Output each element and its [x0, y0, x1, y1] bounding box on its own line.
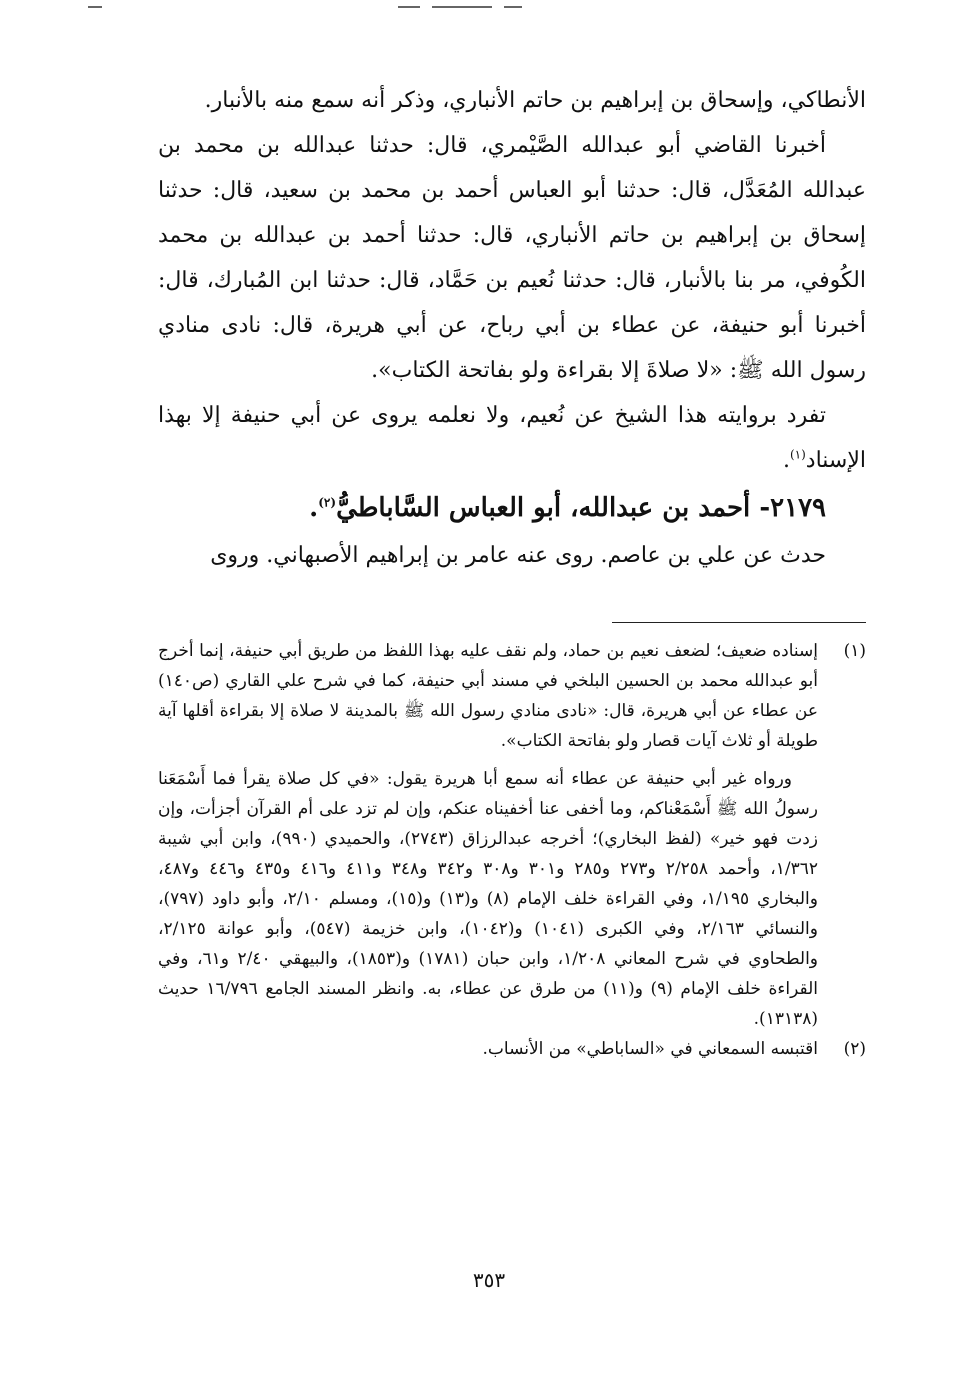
footnote-text-continued: ورواه غير أبي حنيفة عن عطاء أنه سمع أبا هريرة يقول: «في كل صلاة يقرأ فما أَسْمَعَنا رسولُ الله ﷺ أَسْمَعْناكم، وما أخفى عنا أخفيناه عنكم، وإن لم تزد على أم القرآن أجزأت، وإن زدت فهو خير» (لفظ البخاري)؛ أخرجه عبدالرزاق (٢٧٤٣)، والحميدي (٩٩٠)، وابن أبي شيبة ١/٣٦٢، وأحمد ٢/٢٥٨ و٢٧٣ و٢٨٥ و٣٠١ و٣٠٨ و٣٤٢ و٣٤٨ و٤١١ و٤١٦ و٤٣٥ و٤٤٦ و٤٨٧، والبخاري ١/١٩٥، وفي القراءة خلف الإمام (٨) و(١٣) و(١٥)، ومسلم ٢/١٠، وأبو داود (٧٩٧)، والنسائي ٢/١٦٣، وفي الكبرى (١٠٤١) و(١٠٤٢)، وابن خزيمة (٥٤٧)، وأبو عوانة ٢/١٢٥، والطحاوي في شرح المعاني ١/٢٠٨، وابن حبان (١٧٨١) و(١٨٥٣)، والبيهقي ٢/٤٠ و٦١، وفي القراءة خلف الإمام (٩) و(١١) من طرق عن عطاء، به. وانظر المسند الجامع ١٦/٧٩٦ حديث (١٣١٣٨).: [158, 769, 819, 1029]
footnote-body: [158, 1034, 818, 1064]
comment-text: تفرد بروايته هذا الشيخ عن نُعيم، ولا نعلمه يروى عن أبي حنيفة إلا بهذا الإسناد: [158, 403, 866, 473]
footnote-separator: [612, 622, 866, 623]
main-paragraph-comment: [158, 393, 866, 483]
book-page: [158, 78, 866, 1059]
entry-text: حدث عن علي بن عاصم. روى عنه عامر بن إبراهيم الأصبهاني. وروى: [210, 543, 826, 568]
footnote-2: [158, 1034, 866, 1064]
footnote-text: إسناده ضعيف؛ لضعف نعيم بن حماد، ولم نقف عليه بهذا اللفظ من طريق أبي حنيفة، إنما أخرج أبو عبدالله محمد بن الحسين البلخي في مسند أبي حنيفة، كما في شرح علي القاري (ص١٤٠) عن عطاء عن أبي هريرة، قال: «نادى منادي رسول الله ﷺ بالمدينة لا صلاة إلا بقراءة أقلها آية طويلة أو ثلاث آيات قصار ولو بفاتحة الكتاب».: [158, 641, 818, 751]
entry-heading: [158, 483, 866, 533]
main-paragraph-isnad: أخبرنا القاضي أبو عبدالله الصَّيْمري، قال: حدثنا عبدالله بن محمد بن عبدالله المُعَدَّل، قال: حدثنا أبو العباس أحمد بن محمد بن سعيد، قال: حدثنا إسحاق بن إبراهيم بن حاتم الأنباري، قال: حدثنا أحمد بن عبدالله بن محمد الكُوفي، مر بنا بالأنبار، قال: حدثنا نُعيم بن حَمَّاد، قال: حدثنا ابن المُبارك، قال: أخبرنا أبو حنيفة، عن عطاء بن أبي رباح، عن أبي هريرة، قال: نادى منادي رسول الله ﷺ: «لا صلاةَ إلا بقراءة ولو بفاتحة الكتاب».: [158, 133, 866, 383]
entry-heading-text: ٢١٧٩- أحمد بن عبدالله، أبو العباس السَّاباطيُّ: [336, 493, 826, 523]
footnote-text: اقتبسه السمعاني في «الساباطي» من الأنساب.: [482, 1039, 818, 1059]
comment-end: .: [782, 448, 790, 473]
footnote-ref-1: (١): [789, 447, 806, 462]
footnote-ref-2: (٢): [318, 495, 337, 510]
entry-heading-end: .: [309, 493, 319, 523]
main-text: [158, 78, 866, 578]
footnote-1: [158, 636, 866, 1034]
footnote-body: [158, 636, 818, 1034]
footnote-number: (١): [843, 641, 866, 661]
footnote-number: (٢): [843, 1039, 866, 1059]
footnotes: [158, 636, 866, 1064]
main-paragraph-continuation: الأنطاكي، وإسحاق بن إبراهيم بن حاتم الأنباري، وذكر أنه سمع منه بالأنبار.: [204, 88, 866, 113]
scan-edge-marks: [0, 0, 978, 12]
page-number: ٣٥٣: [472, 1268, 506, 1292]
